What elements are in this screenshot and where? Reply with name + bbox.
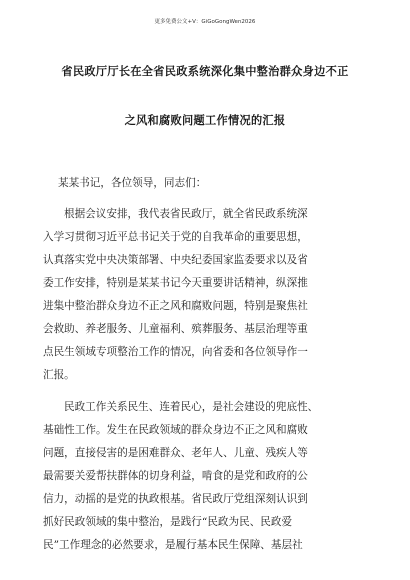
body-line: 民”工作理念的必然要求，是履行基本民生保障、基层社 bbox=[43, 539, 303, 551]
body-line: 民政工作关系民生、连着民心，是社会建设的兜底性、 bbox=[64, 401, 319, 413]
header-note: 更多免费公文+V：GiGoGongWen2026 bbox=[154, 19, 256, 25]
salutation: 某某书记，各位领导，同志们： bbox=[58, 177, 207, 189]
body-line: 基础性工作。发生在民政领域的群众身边不正之风和腐败 bbox=[43, 424, 308, 436]
body-line: 会救助、养老服务、儿童福利、殡葬服务、基层治理等重 bbox=[43, 323, 308, 335]
body-line: 最需要关爱帮扶群体的切身利益，啃食的是党和政府的公 bbox=[43, 470, 308, 482]
body-line: 入学习贯彻习近平总书记关于党的自我革命的重要思想， bbox=[43, 231, 308, 243]
document-title-line-1: 省民政厅厅长在全省民政系统深化集中整治群众身边不正 bbox=[61, 64, 349, 78]
body-line: 进集中整治群众身边不正之风和腐败问题，特别是聚焦社 bbox=[43, 300, 308, 312]
body-line: 点民生领域专项整治工作的情况，向省委和各位领导作一 bbox=[43, 346, 308, 358]
body-line: 认真落实党中央决策部署、中央纪委国家监委要求以及省 bbox=[43, 254, 308, 266]
body-line: 问题，直接侵害的是困难群众、老年人、儿童、残疾人等 bbox=[43, 447, 308, 459]
document-title-line-2: 之风和腐败问题工作情况的汇报 bbox=[124, 113, 286, 127]
body-line: 委工作安排，特别是某某书记今天重要讲话精神，纵深推 bbox=[43, 277, 308, 289]
body-line: 根据会议安排，我代表省民政厅，就全省民政系统深 bbox=[64, 208, 308, 220]
body-line: 信力，动摇的是党的执政根基。省民政厅党组深刻认识到 bbox=[43, 493, 308, 505]
body-line: 抓好民政领域的集中整治，是践行“民政为民、民政爱 bbox=[43, 516, 293, 528]
body-line: 汇报。 bbox=[43, 369, 75, 381]
